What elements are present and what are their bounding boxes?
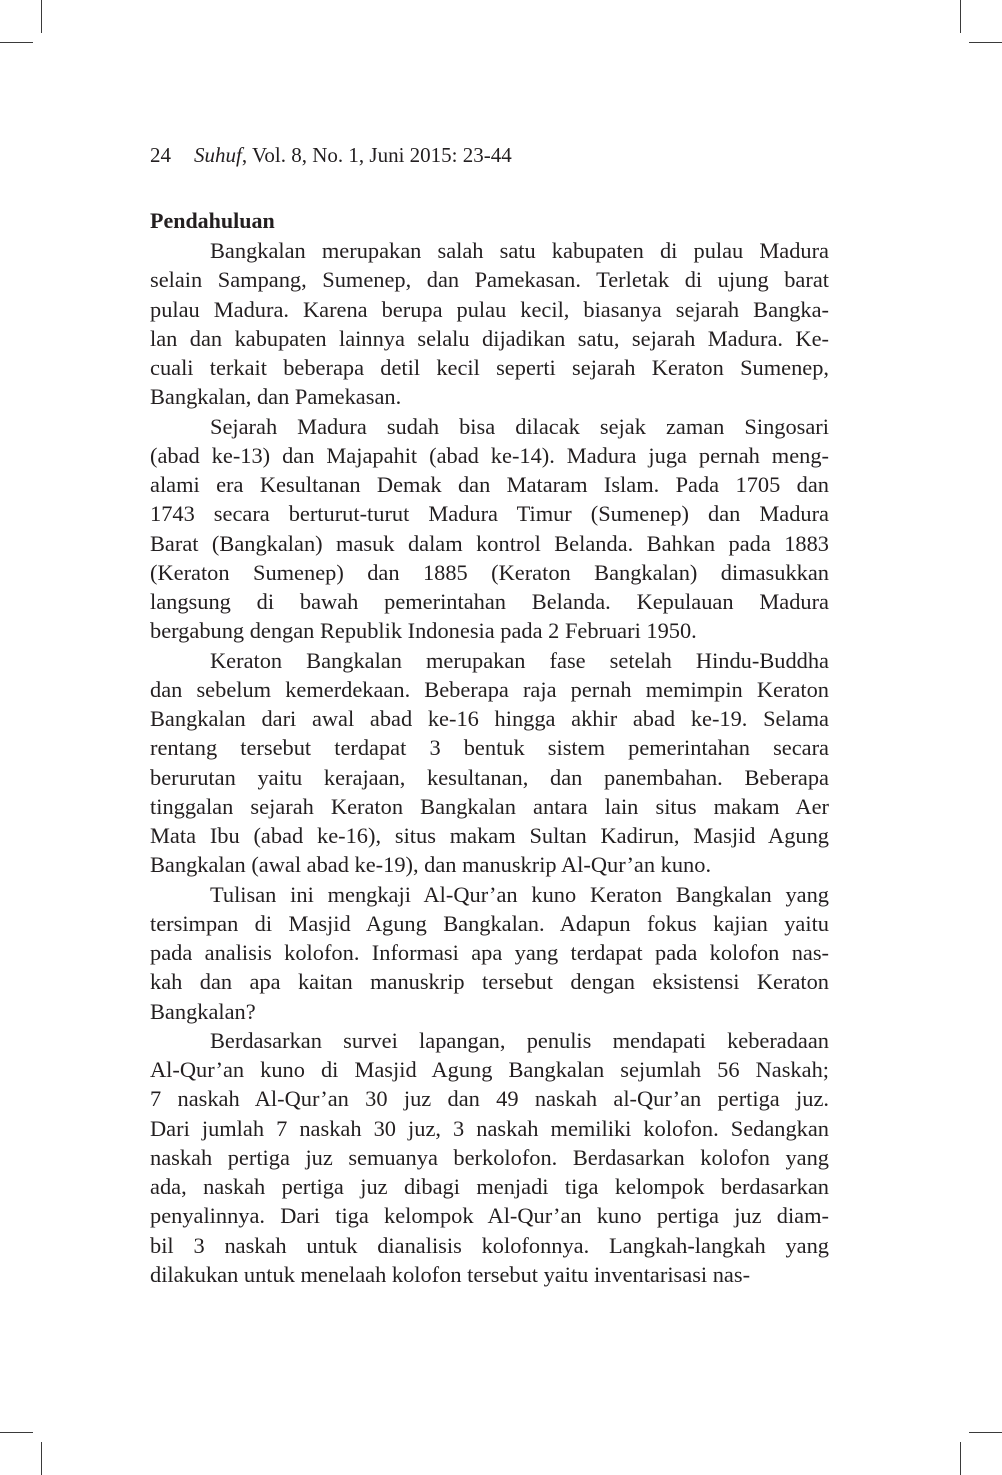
crop-mark	[41, 0, 42, 33]
running-header	[150, 141, 512, 169]
paragraph-line: bil 3 naskah untuk dianalisis kolofonnya. Langkah-langkah yang	[150, 1232, 829, 1258]
crop-mark	[960, 0, 961, 33]
paragraph-line: rentang tersebut terdapat 3 bentuk sistem pemerintahan secara	[150, 735, 829, 761]
paragraph-line: 1743 secara berturut-turut Madura Timur (Sumenep) dan Madura	[150, 501, 829, 527]
paragraphs	[150, 236, 829, 1289]
section-heading: Pendahuluan	[150, 208, 275, 233]
crop-mark	[41, 1442, 42, 1475]
paragraph-line: naskah pertiga juz semuanya berkolofon. Berdasarkan kolofon yang	[150, 1144, 829, 1170]
paragraph-line: (abad ke-13) dan Majapahit (abad ke-14). Madura juga pernah meng-	[150, 442, 829, 468]
crop-mark	[0, 42, 33, 43]
paragraph-line: Bangkalan merupakan salah satu kabupaten di pulau Madura	[210, 238, 829, 263]
paragraph-line: (Keraton Sumenep) dan 1885 (Keraton Bangkalan) dimasukkan	[150, 559, 829, 585]
paragraph-line: langsung di bawah pemerintahan Belanda. Kepulauan Madura	[150, 589, 829, 614]
article-body	[150, 205, 829, 1289]
paragraph-line: tersimpan di Masjid Agung Bangkalan. Adapun fokus kajian yaitu	[150, 910, 829, 936]
body-paragraph	[150, 880, 829, 1026]
crop-mark	[960, 1442, 961, 1475]
paragraph-line: Bangkalan (awal abad ke-19), dan manuskrip Al-Qur’an kuno.	[150, 852, 712, 878]
crop-mark	[969, 42, 1002, 43]
paragraph-line: Dari jumlah 7 naskah 30 juz, 3 naskah memiliki kolofon. Sedangkan	[150, 1115, 829, 1141]
paragraph-line: selain Sampang, Sumenep, dan Pamekasan. Terletak di ujung barat	[150, 267, 829, 293]
paragraph-line: Mata Ibu (abad ke-16), situs makam Sultan Kadirun, Masjid Agung	[150, 823, 829, 848]
paragraph-line: bergabung dengan Republik Indonesia pada 2 Februari 1950.	[150, 618, 697, 644]
journal-citation: , Vol. 8, No. 1, Juni 2015: 23-44	[241, 143, 512, 167]
paragraph-line: kah dan apa kaitan manuskrip tersebut dengan eksistensi Keraton	[150, 969, 829, 995]
paragraph-line: Barat (Bangkalan) masuk dalam kontrol Belanda. Bahkan pada 1883	[150, 530, 829, 556]
paragraph-line: Keraton Bangkalan merupakan fase setelah Hindu-Buddha	[210, 647, 829, 673]
paragraph-line: cuali terkait beberapa detil kecil seperti sejarah Keraton Sumenep,	[150, 355, 829, 380]
crop-mark	[969, 1432, 1002, 1433]
paragraph-line: penyalinnya. Dari tiga kelompok Al-Qur’an kuno pertiga juz diam-	[150, 1203, 829, 1229]
body-paragraph	[150, 412, 829, 646]
paragraph-line: ada, naskah pertiga juz dibagi menjadi tiga kelompok berdasarkan	[150, 1174, 829, 1199]
paragraph-line: Bangkalan, dan Pamekasan.	[150, 384, 402, 410]
paragraph-line: tinggalan sejarah Keraton Bangkalan antara lain situs makam Aer	[150, 793, 829, 819]
paragraph-line: Bangkalan dari awal abad ke-16 hingga akhir abad ke-19. Selama	[150, 706, 829, 731]
body-paragraph	[150, 1026, 829, 1289]
paragraph-line: Al-Qur’an kuno di Masjid Agung Bangkalan sejumlah 56 Naskah;	[150, 1057, 829, 1082]
paragraph-line: Tulisan ini mengkaji Al-Qur’an kuno Keraton Bangkalan yang	[210, 881, 829, 907]
paragraph-line: berurutan yaitu kerajaan, kesultanan, dan panembahan. Beberapa	[150, 764, 829, 790]
paragraph-line: Sejarah Madura sudah bisa dilacak sejak zaman Singosari	[210, 413, 829, 439]
paragraph-line: dan sebelum kemerdekaan. Beberapa raja pernah memimpin Keraton	[150, 676, 829, 702]
page-number: 24	[150, 143, 171, 167]
paragraph-line: dilakukan untuk menelaah kolofon tersebut yaitu inventarisasi nas-	[150, 1261, 751, 1287]
paragraph-line: 7 naskah Al-Qur’an 30 juz dan 49 naskah al-Qur’an pertiga juz.	[150, 1086, 829, 1112]
paragraph-line: pulau Madura. Karena berupa pulau kecil, biasanya sejarah Bangka-	[150, 296, 829, 322]
paragraph-line: Berdasarkan survei lapangan, penulis mendapati keberadaan	[210, 1027, 829, 1053]
body-paragraph	[150, 646, 829, 880]
journal-title: Suhuf	[194, 143, 242, 167]
paragraph-line: lan dan kabupaten lainnya selalu dijadikan satu, sejarah Madura. Ke-	[150, 325, 829, 351]
crop-mark	[0, 1432, 33, 1433]
paragraph-line: pada analisis kolofon. Informasi apa yang terdapat pada kolofon nas-	[150, 940, 829, 965]
body-paragraph	[150, 236, 829, 412]
paragraph-line: alami era Kesultanan Demak dan Mataram Islam. Pada 1705 dan	[150, 472, 829, 497]
paragraph-line: Bangkalan?	[150, 998, 256, 1024]
